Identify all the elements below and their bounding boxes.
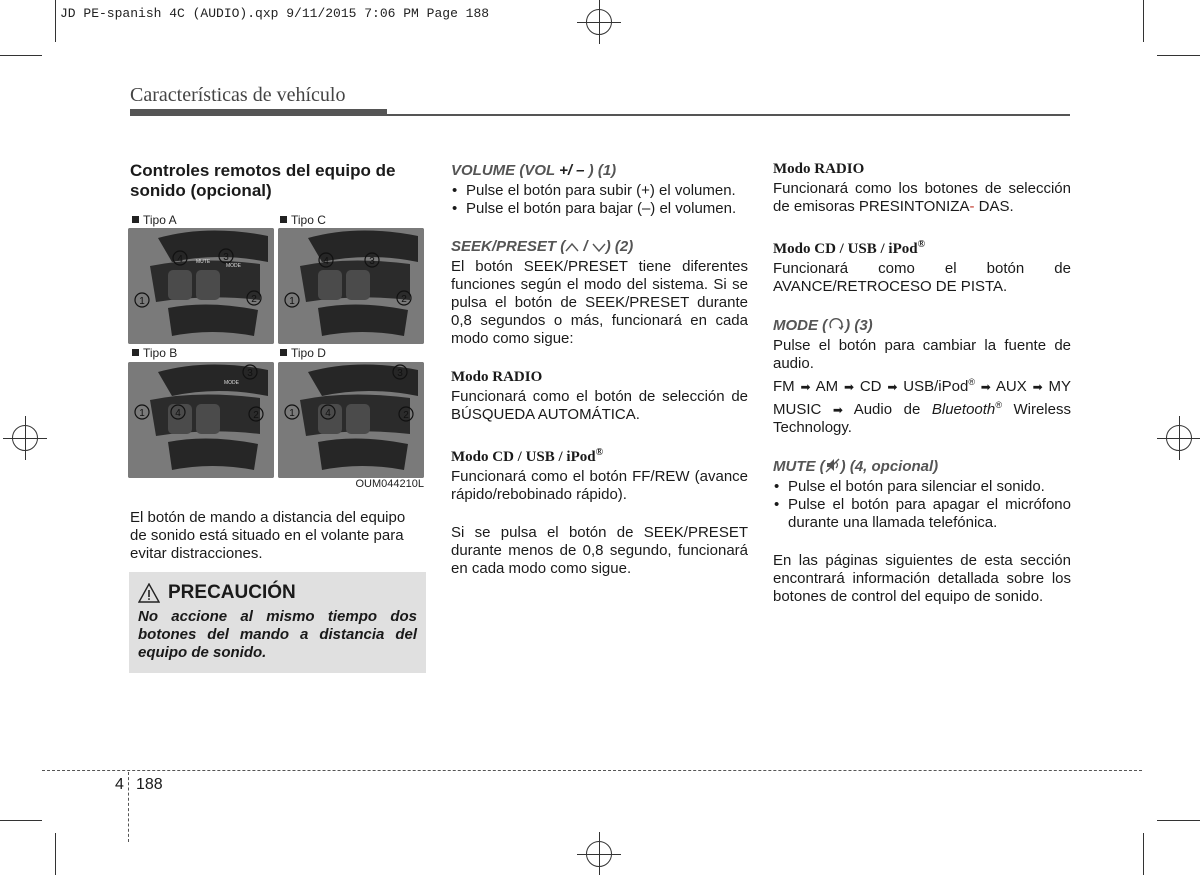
callout-1: 1	[289, 296, 295, 307]
registration-mark	[586, 841, 612, 867]
arrow-icon: ➡	[843, 380, 854, 394]
mute-heading: MUTE ( ) (4, opcional)	[773, 458, 939, 475]
callout-1: 1	[289, 408, 295, 419]
radio-heading: Modo RADIO	[773, 161, 865, 177]
callout-2: 2	[253, 410, 259, 421]
list-item: • Pulse el botón para apagar el micrófono durante una llamada telefónica.	[773, 496, 1071, 532]
list-item: • Pulse el botón para bajar (–) el volumen.	[451, 200, 748, 218]
list-item: • Pulse el botón para subir (+) el volumen.	[451, 182, 748, 200]
radio-body: Funcionará como los botones de selección de emisoras PRESINTONIZA- DAS.	[773, 180, 1071, 215]
mute-label: MUTE	[196, 259, 211, 265]
closing-text: En las páginas siguientes de esta sección encontrará información detallada sobre los botones de control del equipo de sonido.	[773, 552, 1071, 605]
mode-label: MODE	[226, 263, 241, 269]
callout-4: 4	[177, 254, 183, 265]
callout-3: 3	[369, 256, 375, 267]
list-item: • Pulse el botón para silenciar el sonido.	[773, 478, 1071, 496]
volume-heading: VOLUME (VOL +/ – ) (1)	[451, 162, 617, 179]
arrow-icon: ➡	[980, 380, 991, 394]
figure-code: OUM044210L	[355, 478, 424, 490]
chapter-number: 4	[115, 776, 124, 793]
remote-panel-a	[128, 228, 274, 344]
column-3	[773, 160, 1071, 606]
registration-mark	[586, 9, 612, 35]
mode-sequence: FM ➡ AM ➡ CD ➡ USB/iPod® ➡ AUX ➡ MY MUSIC ➡ Audio de Bluetooth® Wireless Technology.	[773, 377, 1071, 436]
short-press-body: Si se pulsa el botón de SEEK/PRESET durante menos de 0,8 segundo, funcionará en cada modo como sigue.	[451, 524, 748, 577]
callout-4: 4	[325, 408, 331, 419]
crop-mark	[1157, 820, 1200, 821]
registration-mark	[1166, 425, 1192, 451]
chevron-up-icon	[565, 241, 579, 253]
crop-mark	[1143, 833, 1144, 875]
panel-label: Tipo D	[280, 346, 326, 360]
crop-mark	[0, 820, 42, 821]
footer-divider	[128, 772, 129, 842]
callout-4: 4	[175, 408, 181, 419]
cd-body: Funcionará como el botón FF/REW (avance rápido/rebobinado rápido).	[451, 468, 748, 503]
caution-box	[129, 572, 426, 673]
cd-heading: Modo CD / USB / iPod®	[773, 239, 926, 257]
callout-2: 2	[403, 410, 409, 421]
arrow-icon: ➡	[1032, 380, 1043, 394]
callout-1: 1	[139, 296, 145, 307]
caution-text: No accione al mismo tiempo dos botones del mando a distancia del equipo de sonido.	[138, 608, 417, 661]
mode-label: MODE	[224, 380, 239, 386]
callout-3: 3	[247, 368, 253, 379]
crop-mark	[55, 833, 56, 875]
warning-icon	[138, 583, 160, 603]
remote-panel-b	[128, 362, 274, 478]
crop-mark	[0, 55, 42, 56]
callout-3: 3	[397, 368, 403, 379]
arrow-icon: ➡	[800, 380, 811, 394]
remote-panel-c	[278, 228, 424, 344]
section-title: Características de vehículo	[130, 84, 346, 106]
callout-3: 3	[223, 252, 229, 263]
arrow-icon: ➡	[887, 380, 898, 394]
panel-label: Tipo A	[132, 213, 177, 227]
mode-body: Pulse el botón para cambiar la fuente de audio.	[773, 337, 1071, 372]
panel-label: Tipo B	[132, 346, 177, 360]
radio-body: Funcionará como el botón de selección de BÚSQUEDA AUTOMÁTICA.	[451, 388, 748, 423]
mute-list	[773, 478, 1071, 532]
col1-body: El botón de mando a distancia del equipo de sonido está situado en el volante para evitar distracciones.	[130, 509, 406, 562]
crop-mark	[1143, 0, 1144, 42]
footer-rule	[42, 770, 1142, 771]
crop-mark	[1157, 55, 1200, 56]
volume-list	[451, 182, 748, 218]
seek-body: El botón SEEK/PRESET tiene diferentes funciones según el modo del sistema. Si se pulsa el botón de SEEK/PRESET durante 0,8 segundos o más, funcionará en cada modo como sigue:	[451, 258, 748, 347]
page-number: 188	[136, 776, 163, 793]
col1-title: Controles remotos del equipo de sonido (opcional)	[130, 161, 396, 200]
caution-heading	[138, 582, 417, 604]
callout-4: 4	[323, 256, 329, 267]
callout-2: 2	[251, 294, 257, 305]
seek-heading: SEEK/PRESET ( / ) (2)	[451, 238, 634, 255]
chevron-down-icon	[592, 241, 606, 253]
panel-label: Tipo C	[280, 213, 326, 227]
print-header: JD PE-spanish 4C (AUDIO).qxp 9/11/2015 7:06 PM Page 188	[60, 6, 490, 21]
cd-heading: Modo CD / USB / iPod®	[451, 447, 604, 465]
mode-cycle-icon	[827, 316, 845, 332]
mute-icon	[825, 457, 841, 473]
arrow-icon: ➡	[832, 403, 843, 417]
callout-1: 1	[139, 408, 145, 419]
caution-title: PRECAUCIÓN	[168, 582, 296, 603]
steering-remote-figure	[128, 210, 426, 492]
remote-panel-d	[278, 362, 424, 478]
radio-heading: Modo RADIO	[451, 369, 543, 385]
crop-mark	[55, 0, 56, 42]
registration-mark	[12, 425, 38, 451]
cd-body: Funcionará como el botón de AVANCE/RETROCESO DE PISTA.	[773, 260, 1071, 295]
title-rule-accent	[130, 109, 387, 115]
callout-2: 2	[401, 294, 407, 305]
mode-heading: MODE ( ) (3)	[773, 317, 873, 334]
column-2	[451, 162, 748, 578]
